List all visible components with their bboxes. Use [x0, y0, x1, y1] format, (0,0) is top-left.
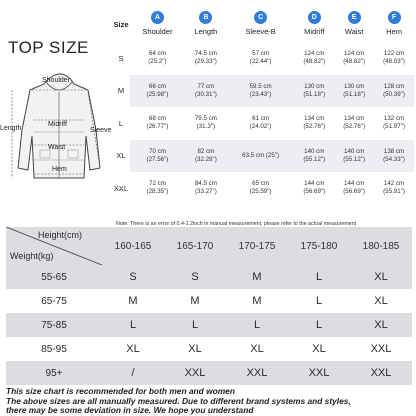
size-label: M	[112, 75, 130, 108]
measurement-cell: 122 cm (48.03")	[374, 42, 414, 75]
measurement-cell: 134 cm (52.76")	[334, 107, 374, 140]
recommended-size: S	[102, 265, 164, 289]
weight-row-65-75	[6, 289, 412, 313]
column-label: Length	[194, 26, 218, 36]
recommended-size: XL	[102, 337, 164, 361]
diagram-label-shoulder: Shoulder	[42, 77, 71, 84]
weight-row-85-95	[6, 337, 412, 361]
measurement-cell: 144 cm (56.69")	[294, 172, 334, 205]
measurement-cell: 128 cm (50.39")	[374, 75, 414, 108]
badge-d: D	[308, 11, 321, 24]
measurement-cell: 61 cm (24.02")	[227, 107, 295, 140]
weight-row-75-85	[6, 313, 412, 337]
height-header-row	[6, 227, 412, 265]
measurement-cell: 134 cm (52.76")	[294, 107, 334, 140]
height-weight-corner-cell	[6, 227, 102, 265]
recommended-size: XXL	[226, 361, 288, 385]
recommended-size: XL	[350, 289, 412, 313]
recommended-size: M	[102, 289, 164, 313]
column-label: Hem	[386, 26, 402, 36]
diagram-label-sleeve: Sleeve	[90, 127, 112, 134]
measurement-cell: 57 cm (22.44")	[227, 42, 295, 75]
recommended-size: L	[102, 313, 164, 337]
weight-range-label: 95+	[6, 361, 102, 385]
measurement-cell: 140 cm (55.12")	[294, 140, 334, 173]
measurement-cell: 59.5 cm (23.43")	[227, 75, 295, 108]
height-weight-size-table	[6, 227, 412, 385]
footer-line-2: The above sizes are all manually measured. Due to different brand systems and styles,	[6, 395, 351, 406]
measurement-cell: 82 cm (32.28")	[185, 140, 227, 173]
diagram-label-hem: Hem	[52, 166, 67, 173]
recommended-size: XL	[350, 265, 412, 289]
measurement-cell: 79.5 cm (31.3")	[185, 107, 227, 140]
measurement-cell: 64 cm (25.2")	[130, 42, 185, 75]
measurement-header-row	[112, 4, 414, 42]
recommended-size: M	[226, 289, 288, 313]
recommended-size: L	[226, 313, 288, 337]
measurement-cell: 65 cm (25.59")	[227, 172, 295, 205]
footer-line-1: This size chart is recommended for both men and women	[6, 386, 235, 396]
column-header-hem	[374, 4, 414, 42]
diagram-label-length: Length	[0, 125, 22, 132]
column-header-sleeve	[227, 4, 295, 42]
measurement-row-s	[112, 42, 414, 75]
height-range-header: 165-170	[164, 227, 226, 265]
measurement-row-m	[112, 75, 414, 108]
measurement-cell: 72 cm (28.35")	[130, 172, 185, 205]
footer-disclaimer	[6, 387, 412, 416]
measurement-cell: 144 cm (56.69")	[334, 172, 374, 205]
measurement-cell: 77 cm (30.31")	[185, 75, 227, 108]
badge-f: F	[388, 11, 401, 24]
recommended-size: L	[288, 289, 350, 313]
recommended-size: XXL	[288, 361, 350, 385]
measurement-cell: 70 cm (27.56")	[130, 140, 185, 173]
measurement-cell: 130 cm (51.18")	[334, 75, 374, 108]
recommended-size: XL	[164, 337, 226, 361]
weight-row-95-plus	[6, 361, 412, 385]
badge-c: C	[254, 11, 267, 24]
badge-e: E	[348, 11, 361, 24]
weight-range-label: 65-75	[6, 289, 102, 313]
weight-range-label: 55-65	[6, 265, 102, 289]
column-label: Shoulder	[142, 26, 173, 36]
measurement-cell: 66 cm (25.98")	[130, 75, 185, 108]
size-column-header: Size	[113, 20, 129, 29]
measurement-row-l	[112, 107, 414, 140]
recommended-size: XXL	[350, 337, 412, 361]
weight-row-55-65	[6, 265, 412, 289]
recommended-size: L	[288, 313, 350, 337]
measurement-cell: 63.5 cm (25")	[227, 140, 295, 173]
badge-a: A	[151, 11, 164, 24]
recommended-size: L	[288, 265, 350, 289]
measurement-cell: 130 cm (51.18")	[294, 75, 334, 108]
column-label: Sleeve-B	[245, 26, 276, 36]
measurement-cell: 132 cm (51.97")	[374, 107, 414, 140]
recommended-size: L	[164, 313, 226, 337]
measurement-note: Note: There is an error of 0.4-1.2inch in manual measurement, please refer to the actual measurement	[116, 221, 357, 227]
recommended-size: S	[164, 265, 226, 289]
measurement-cell: 140 cm (55.12")	[334, 140, 374, 173]
recommended-size: XXL	[164, 361, 226, 385]
size-label: L	[112, 107, 130, 140]
garment-measurement-table	[112, 4, 414, 205]
measurement-cell: 74.5 cm (29.33")	[185, 42, 227, 75]
badge-b: B	[199, 11, 212, 24]
footer-line-3: there may be some deviation in size. We hope you understand	[6, 405, 254, 415]
weight-range-label: 75-85	[6, 313, 102, 337]
column-header-waist	[334, 4, 374, 42]
column-header-midriff	[294, 4, 334, 42]
column-header-length	[185, 4, 227, 42]
recommended-size: XL	[350, 313, 412, 337]
diagram-label-waist: Waist	[48, 144, 66, 151]
column-label: Midriff	[304, 26, 325, 36]
weight-label: Weight(kg)	[10, 251, 54, 261]
measurement-cell: 68 cm (26.77")	[130, 107, 185, 140]
column-header-shoulder	[130, 4, 185, 42]
measurement-cell: 124 cm (48.82")	[294, 42, 334, 75]
size-label: XXL	[112, 172, 130, 205]
weight-range-label: 85-95	[6, 337, 102, 361]
measurement-cell: 84.5 cm (33.27")	[185, 172, 227, 205]
measurement-cell: 142 cm (55.91")	[374, 172, 414, 205]
size-label: S	[112, 42, 130, 75]
recommended-size: M	[164, 289, 226, 313]
height-range-header: 180-185	[350, 227, 412, 265]
measurement-row-xxl	[112, 172, 414, 205]
height-range-header: 160-165	[102, 227, 164, 265]
measurement-cell: 138 cm (54.33")	[374, 140, 414, 173]
jacket-measurement-diagram	[0, 70, 116, 185]
page-title: TOP SIZE	[8, 38, 89, 57]
recommended-size: M	[226, 265, 288, 289]
column-label: Waist	[344, 26, 364, 36]
recommended-size: /	[102, 361, 164, 385]
height-label: Height(cm)	[37, 230, 82, 240]
measurement-cell: 124 cm (48.82")	[334, 42, 374, 75]
jacket-illustration	[0, 70, 116, 185]
height-range-header: 175-180	[288, 227, 350, 265]
height-range-header: 170-175	[226, 227, 288, 265]
recommended-size: XL	[288, 337, 350, 361]
recommended-size: XL	[226, 337, 288, 361]
diagram-label-midriff: Midriff	[48, 121, 67, 128]
size-label: XL	[112, 140, 130, 173]
measurement-row-xl	[112, 140, 414, 173]
recommended-size: XXL	[350, 361, 412, 385]
